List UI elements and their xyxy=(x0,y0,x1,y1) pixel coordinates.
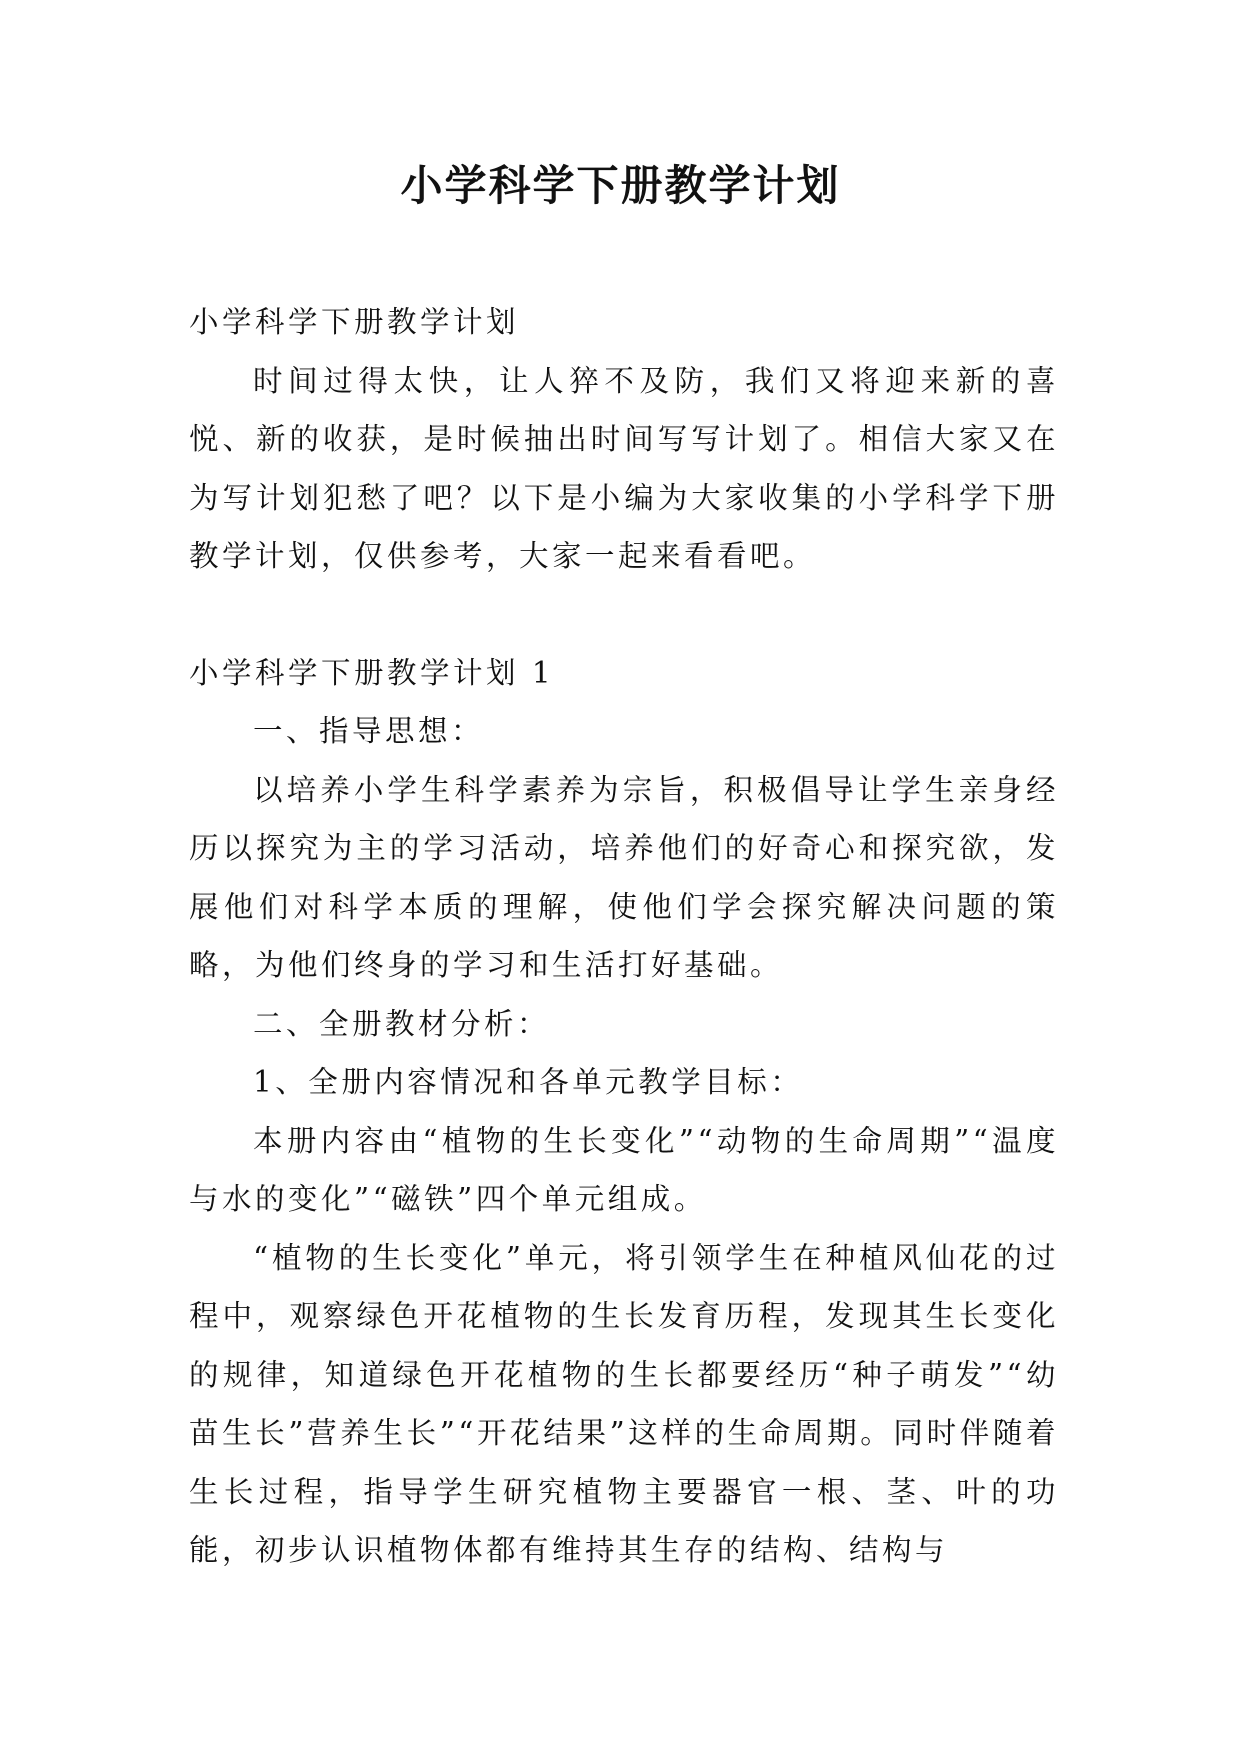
paragraph-plant-unit: “植物的生长变化”单元，将引领学生在种植风仙花的过程中，观察绿色开花植物的生长发育历程，发现其生长变化的规律，知道绿色开花植物的生长都要经历“种子萌发”“幼苗生长”营养生长”“开花结果”这样的生命周期。同时伴随着生长过程，指导学生研究植物主要器官一根、茎、叶的功能，初步认识植物体都有维持其生存的结构、结构与 xyxy=(189,1240,1059,1567)
paragraph-units: 本册内容由“植物的生长变化”“动物的生命周期”“温度与水的变化”“磁铁”四个单元组成。 xyxy=(189,1123,1059,1216)
intro-paragraph: 时间过得太快，让人猝不及防，我们又将迎来新的喜悦、新的收获，是时候抽出时间写写计划了。相信大家又在为写计划犯愁了吧？以下是小编为大家收集的小学科学下册教学计划，仅供参考，大家一起来看看吧。 xyxy=(189,363,1059,573)
document-subtitle: 小学科学下册教学计划 xyxy=(189,305,520,339)
paragraph-guiding-thought: 以培养小学生科学素养为宗旨，积极倡导让学生亲身经历以探究为主的学习活动，培养他们的好奇心和探究欲，发展他们对科学本质的理解，使他们学会探究解决问题的策略，为他们终身的学习和生活打好基础。 xyxy=(189,772,1059,982)
document-title: 小学科学下册教学计划 xyxy=(400,161,841,210)
heading-content-goals: 1、全册内容情况和各单元教学目标： xyxy=(253,1065,804,1099)
document-body xyxy=(189,293,1059,1580)
paragraph-gap xyxy=(189,586,1059,644)
heading-guiding-thought: 一、指导思想： xyxy=(253,714,485,748)
heading-textbook-analysis: 二、全册教材分析： xyxy=(253,1006,551,1041)
section-title: 小学科学下册教学计划 1 xyxy=(189,655,555,690)
